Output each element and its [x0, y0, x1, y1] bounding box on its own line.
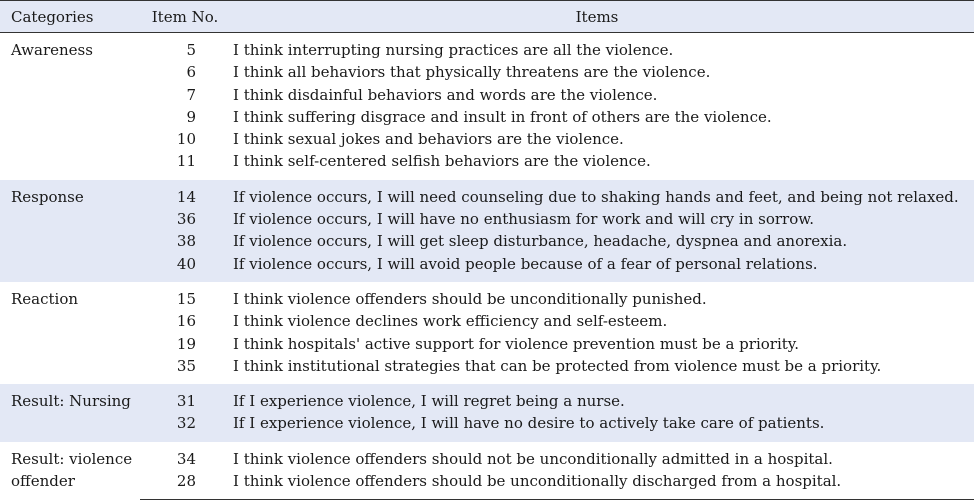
table-row [0, 61, 974, 83]
table-row [0, 470, 974, 500]
table-row [0, 150, 974, 179]
table-row [0, 253, 974, 282]
item-text: If violence occurs, I will have no enthusiasm for work and will cry in sorrow. [233, 210, 815, 229]
item-number: 10 [176, 130, 196, 149]
item-text: I think institutional strategies that can be protected from violence must be a priority. [233, 356, 882, 375]
table-row [0, 33, 974, 62]
item-number: 35 [176, 356, 196, 375]
table-row [0, 208, 974, 230]
header-row [0, 1, 974, 33]
item-text: I think interrupting nursing practices are all the violence. [233, 41, 674, 59]
item-text: If violence occurs, I will avoid people because of a fear of personal relations. [233, 254, 818, 273]
table-row [0, 106, 974, 128]
item-text: I think violence offenders should not be unconditionally admitted in a hospital. [233, 449, 833, 468]
item-number: 16 [176, 312, 196, 331]
table-row [0, 384, 974, 412]
item-text: I think disdainful behaviors and words are the violence. [233, 85, 658, 104]
table-row [0, 333, 974, 355]
item-number: 5 [186, 41, 196, 59]
header-items: Items [220, 1, 974, 33]
item-text: I think violence offenders should be unconditionally discharged from a hospital. [220, 470, 974, 500]
item-text: If I experience violence, I will have no desire to actively take care of patients. [233, 414, 825, 433]
item-number: 15 [176, 289, 196, 308]
item-number: 7 [186, 85, 196, 104]
table-row [0, 412, 974, 441]
item-number: 28 [140, 470, 220, 500]
table-row [0, 230, 974, 252]
item-number: 31 [176, 392, 196, 411]
category-cell: Response [11, 187, 84, 206]
category-cell: Awareness [11, 41, 93, 59]
group-awareness [0, 33, 974, 180]
table-row [0, 442, 974, 470]
item-text: I think suffering disgrace and insult in front of others are the violence. [233, 107, 772, 126]
group-result-violence-offender [0, 442, 974, 500]
item-text: If violence occurs, I will get sleep disturbance, headache, dyspnea and anorexia. [233, 232, 848, 251]
category-cell: Result: violence offender [11, 449, 133, 491]
item-number: 34 [176, 449, 196, 468]
item-text: I think violence declines work efficiency and self-esteem. [233, 312, 668, 331]
group-result-nursing [0, 384, 974, 442]
table-row [0, 180, 974, 208]
header-item-no: Item No. [140, 1, 220, 33]
item-number: 40 [176, 254, 196, 273]
item-number: 32 [176, 414, 196, 433]
item-text: I think all behaviors that physically threatens are the violence. [233, 63, 711, 82]
item-text: I think hospitals' active support for violence prevention must be a priority. [233, 334, 800, 353]
item-text: If I experience violence, I will regret being a nurse. [233, 392, 625, 411]
table-row [0, 310, 974, 332]
table-row [0, 355, 974, 384]
item-number: 19 [176, 334, 196, 353]
item-text: I think self-centered selfish behaviors are the violence. [233, 152, 651, 171]
table-row [0, 282, 974, 310]
group-reaction [0, 282, 974, 384]
item-text: I think violence offenders should be unconditionally punished. [233, 289, 707, 308]
table-row [0, 128, 974, 150]
table-header [0, 1, 974, 33]
item-text: I think sexual jokes and behaviors are the violence. [233, 130, 624, 149]
item-number: 11 [176, 152, 196, 171]
group-response [0, 180, 974, 282]
item-text: If violence occurs, I will need counseling due to shaking hands and feet, and being not relaxed. [233, 187, 959, 206]
item-number: 9 [186, 107, 196, 126]
table-row [0, 84, 974, 106]
category-cell: Result: Nursing [11, 392, 131, 411]
item-number: 36 [176, 210, 196, 229]
item-number: 6 [186, 63, 196, 82]
item-number: 14 [176, 187, 196, 206]
header-categories: Categories [0, 1, 140, 33]
category-cell: Reaction [11, 289, 79, 308]
item-number: 38 [176, 232, 196, 251]
